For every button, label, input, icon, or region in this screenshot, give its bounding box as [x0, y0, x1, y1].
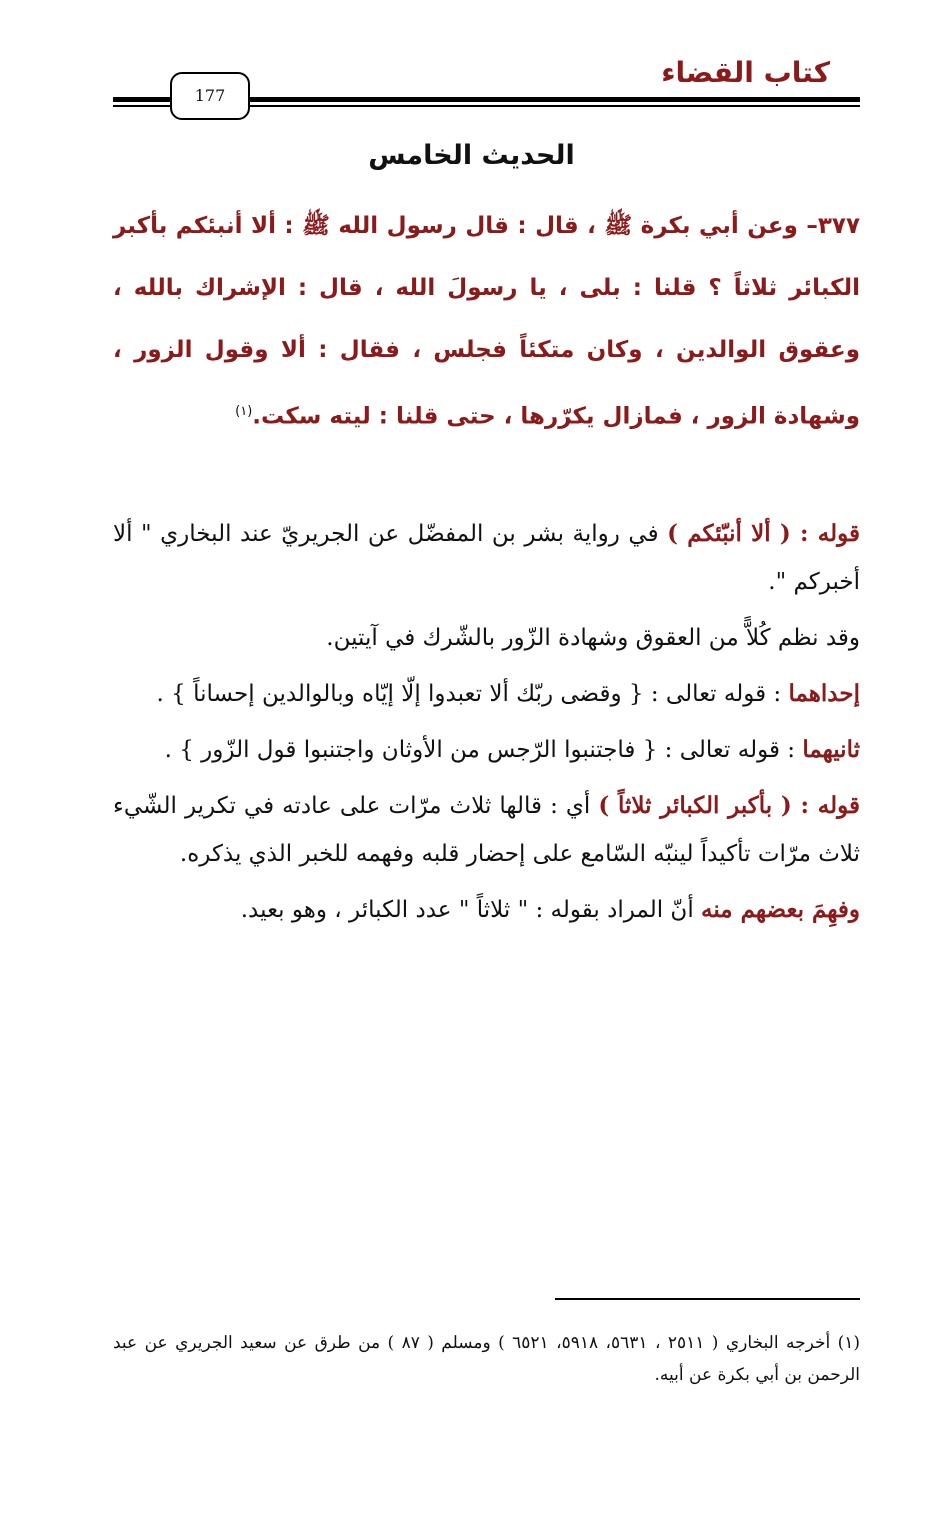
commentary-paragraph	[113, 886, 860, 934]
footnote: (١) أخرجه البخاري ( ٢٥١١ ، ٥٦٣١، ٥٩١٨، ٦٥٢١ ) ومسلم ( ٨٧ ) من طرق عن سعيد الجريري عن عبد الرحمن بن أبي بكرة عن أبيه.	[113, 1333, 861, 1385]
paragraph-lead: وفهِمَ بعضهم منه	[701, 896, 860, 923]
hadith-body: ٣٧٧– وعن أبي بكرة ﷺ ، قال : قال رسول الله ﷺ : ألا أنبئكم بأكبر الكبائر ثلاثاً ؟ قلنا : بلى ، يا رسولَ الله ، قال : الإشراك بالله ، وعقوق الوالدين ، وكان متكئاً فجلس ، فقال : ألا وقول الزور ، وشهادة الزور ، فمازال يكرّرها ، حتى قلنا : ليته سكت.	[113, 213, 860, 430]
paragraph-text: : قوله تعالى : { وقضى ربّك ألا تعبدوا إلّا إيّاه وبالوالدين إحساناً } .	[156, 681, 789, 707]
section-title: الحديث الخامس	[368, 140, 575, 171]
paragraph-lead: إحداهما	[788, 680, 860, 707]
paragraph-lead: ثانيهما	[802, 736, 860, 763]
paragraph-text: وقد نظم كُلاًّ من العقوق وشهادة الزّور بالشّرك في آيتين.	[326, 625, 860, 651]
commentary-paragraph	[113, 670, 860, 718]
book-title: كتاب القضاء	[661, 56, 830, 89]
commentary	[113, 510, 860, 942]
paragraph-lead: قوله : ( ألا أنبّئكم )	[667, 520, 860, 547]
paragraph-text: أنّ المراد بقوله : " ثلاثاً " عدد الكبائر ، وهو بعيد.	[240, 897, 702, 923]
commentary-paragraph	[113, 726, 860, 774]
commentary-paragraph	[113, 782, 860, 878]
paragraph-text: أي : قالها ثلاث مرّات على عادته في تكرير الشّيء ثلاث مرّات تأكيداً لينبّه السّامع على إحضار قلبه وفهمه للخبر الذي يذكره.	[113, 793, 860, 867]
hadith-text	[113, 195, 860, 448]
footnote-mark: (١)	[235, 404, 253, 419]
paragraph-text: : قوله تعالى : { فاجتنبوا الرّجس من الأوثان واجتنبوا قول الزّور } .	[164, 737, 803, 763]
paragraph-text: في رواية بشر بن المفضّل عن الجريريّ عند البخاري " ألا أخبركم ".	[113, 521, 860, 595]
commentary-paragraph	[113, 510, 860, 606]
paragraph-lead: قوله : ( بأكبر الكبائر ثلاثاً )	[598, 792, 860, 819]
page-number: 177	[170, 72, 250, 120]
footnote-separator	[555, 1298, 860, 1300]
commentary-paragraph	[113, 614, 860, 662]
